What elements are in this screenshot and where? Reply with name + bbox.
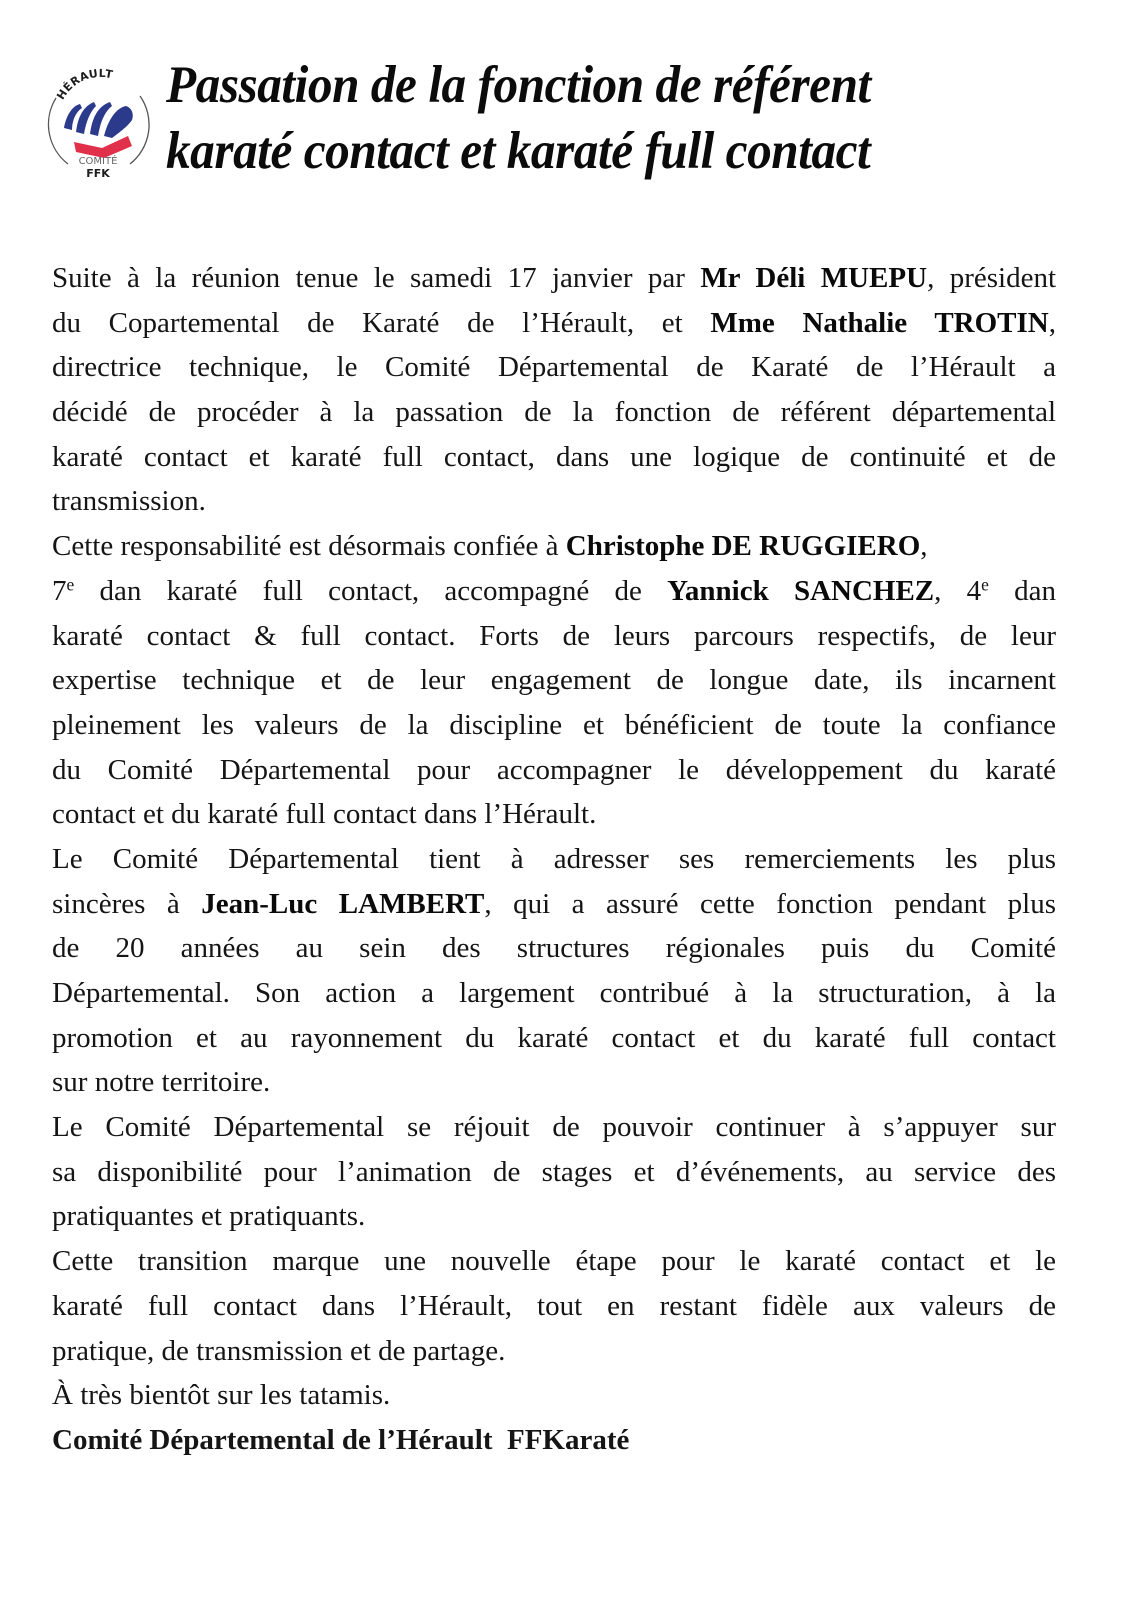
paragraph-1-line-4: décidé de procéder à la passation de la fonction de référent départemental [52,396,1056,429]
page-title [166,52,871,184]
paragraph-4-line-2: sa disponibilité pour l’animation de stages et d’événements, au service des [52,1155,1056,1188]
paragraph-3-line-1: Le Comité Départemental tient à adresser ses remerciements les plus [52,842,1056,875]
paragraph-5-line-1: Cette transition marque une nouvelle étape pour le karaté contact et le [52,1245,1056,1278]
name-president: Mr Déli MUEPU [700,262,928,294]
document-body [52,256,1056,1463]
text: , [1048,306,1056,339]
paragraph-5-line-2: karaté full contact dans l’Hérault, tout en restant fidèle aux valeurs de [52,1289,1056,1322]
signature [52,1418,1056,1463]
paragraph-1-line-3: directrice technique, le Comité Départemental de Karaté de l’Hérault a [52,351,1056,384]
paragraph-3-line-2 [52,882,1056,927]
paragraph-1-line-5: karaté contact et karaté full contact, dans une logique de continuité et de [52,440,1056,473]
title-line-2: karaté contact et karaté full contact [166,122,871,180]
paragraph-3-line-6: sur notre territoire. [52,1066,271,1099]
text: sincères à [52,887,202,920]
paragraph-2-line-5: pleinement les valeurs de la discipline et bénéficient de toute la confiance [52,708,1056,741]
paragraph-2-line-6: du Comité Départemental pour accompagner le développement du karaté [52,753,1056,786]
text: , président [927,262,1057,294]
text: du Copartemental de Karaté de l’Hérault, et [52,306,711,339]
paragraph-4-line-1: Le Comité Départemental se réjouit de pouvoir continuer à s’appuyer sur [52,1111,1056,1144]
closing-line: À très bientôt sur les tatamis. [52,1379,391,1412]
name-christophe: Christophe DE RUGGIERO [565,530,921,563]
text: , [934,574,967,607]
paragraph-1-line-6: transmission. [52,485,206,518]
comite-ffk-herault-logo [38,60,158,180]
paragraph-2-line-3: karaté contact & full contact. Forts de leurs parcours respectifs, de leur [52,619,1056,652]
text: dan karaté full contact, accompagné de [74,574,668,607]
signature-text: Comité Départemental de l’Hérault FFKaraté [52,1423,630,1456]
paragraph-3-line-5: promotion et au rayonnement du karaté contact et du karaté full contact [52,1021,1056,1054]
text: , [920,530,928,563]
ordinal-suffix: e [66,574,75,595]
logo-ffk-text: FFK [86,167,110,180]
name-directrice: Mme Nathalie TROTIN [710,306,1049,339]
paragraph-2-line-2 [52,569,1056,614]
paragraph-4-line-3: pratiquantes et pratiquants. [52,1200,366,1233]
paragraph-2-line-4: expertise technique et de leur engagement de longue date, ils incarnent [52,664,1056,697]
document-header [38,52,1098,192]
dan-number-7: 7 [52,574,67,607]
paragraph-1-line-2 [52,301,1056,346]
logo-ring-left [48,98,68,164]
ordinal-suffix: e [981,574,989,595]
paragraph-1-line-1 [52,256,1056,301]
logo-top-text: HÉRAULT [54,66,115,102]
paragraph-3-line-4: Départemental. Son action a largement contribué à la structuration, à la [52,977,1056,1009]
dan-number-4: 4 [966,574,982,607]
paragraph-2-line-1 [52,524,1056,569]
paragraph-3-line-3: de 20 années au sein des structures régionales puis du Comité [52,932,1056,965]
text: Cette responsabilité est désormais confiée à [52,530,566,563]
text: , qui a assuré cette fonction pendant plus [484,887,1056,920]
name-jean-luc: Jean-Luc LAMBERT [201,887,485,920]
title-line-1: Passation de la fonction de référent [166,56,871,114]
logo-comite-text: COMITÉ [78,156,118,167]
paragraph-2-line-7: contact et du karaté full contact dans l’Hérault. [52,798,597,831]
text: dan [988,574,1057,607]
logo-ring-right [130,96,149,164]
name-yannick: Yannick SANCHEZ [667,574,935,607]
text: Suite à la réunion tenue le samedi 17 janvier par [52,262,701,294]
fist-icon [64,102,133,158]
paragraph-5-line-3: pratique, de transmission et de partage. [52,1334,506,1367]
